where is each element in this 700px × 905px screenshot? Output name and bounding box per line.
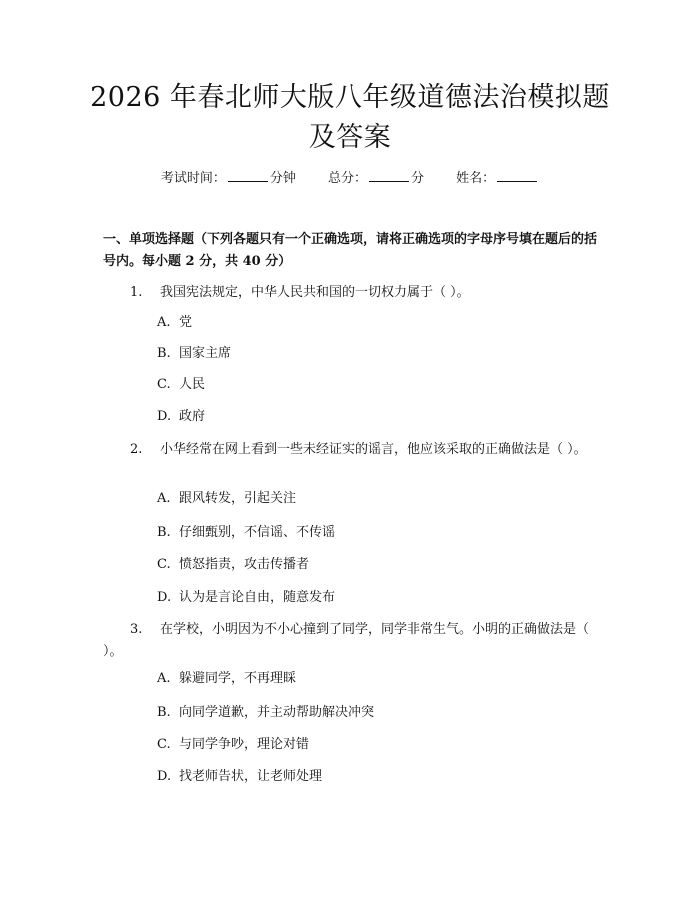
question-number: 1. <box>130 285 143 300</box>
question-text: 我国宪法规定，中华人民共和国的一切权力属于（ ）。 <box>160 285 470 300</box>
question-3 <box>103 619 603 663</box>
option-letter: A. <box>157 491 171 506</box>
exam-time-field <box>161 168 296 189</box>
question-1-option-d <box>157 407 597 427</box>
option-text: 国家主席 <box>179 346 232 361</box>
option-letter: A. <box>157 315 171 330</box>
question-number: 2. <box>130 442 143 457</box>
question-3-option-a <box>157 669 597 689</box>
question-number: 3. <box>130 622 143 637</box>
option-letter: B. <box>157 705 171 720</box>
option-letter: D. <box>157 409 172 424</box>
total-score-blank[interactable] <box>369 168 409 182</box>
exam-meta <box>0 168 700 189</box>
option-text: 政府 <box>179 409 206 424</box>
exam-time-label: 考试时间： <box>160 171 226 186</box>
question-3-option-d <box>157 767 597 787</box>
question-2-option-d <box>157 588 597 608</box>
option-text: 找老师告状，让老师处理 <box>179 769 323 784</box>
option-text: 愤怒指责，攻击传播者 <box>179 557 310 572</box>
total-score-field <box>328 168 424 189</box>
option-letter: D. <box>157 590 172 605</box>
option-letter: C. <box>157 737 171 752</box>
question-text: 小华经常在网上看到一些未经证实的谣言，他应该采取的正确做法是（ ）。 <box>160 442 587 457</box>
total-score-unit: 分 <box>411 171 425 186</box>
question-1-option-c <box>157 375 597 395</box>
option-text: 向同学道歉，并主动帮助解决冲突 <box>179 705 375 720</box>
student-name-blank[interactable] <box>497 168 537 182</box>
option-letter: A. <box>157 671 171 686</box>
student-name-label: 姓名： <box>456 171 496 186</box>
question-1-option-a <box>157 313 597 333</box>
question-text: 在学校，小明因为不小心撞到了同学，同学非常生气。小明的正确做法是（ ）。 <box>103 622 590 659</box>
question-2-option-b <box>157 523 597 543</box>
section-heading: 一、单项选择题（下列各题只有一个正确选项，请将正确选项的字母序号填在题后的括号内。每小题 2 分，共 40 分） <box>103 232 598 269</box>
option-text: 仔细甄别，不信谣、不传谣 <box>179 525 336 540</box>
student-name-field <box>456 168 539 189</box>
option-letter: B. <box>157 346 171 361</box>
option-letter: D. <box>157 769 172 784</box>
option-text: 认为是言论自由，随意发布 <box>179 590 336 605</box>
exam-time-unit: 分钟 <box>269 171 296 186</box>
option-letter: B. <box>157 525 171 540</box>
question-3-option-b <box>157 703 597 723</box>
option-text: 党 <box>179 315 193 330</box>
option-letter: C. <box>157 557 171 572</box>
question-2-option-c <box>157 555 597 575</box>
option-text: 跟风转发，引起关注 <box>179 491 297 506</box>
option-text: 躲避同学，不再理睬 <box>179 671 297 686</box>
exam-time-blank[interactable] <box>228 168 268 182</box>
option-letter: C. <box>157 377 171 392</box>
page-title: 2026 年春北师大版八年级道德法治模拟题及答案 <box>90 82 610 153</box>
question-2 <box>103 439 603 461</box>
question-1 <box>103 282 603 304</box>
question-2-option-a <box>157 489 597 509</box>
option-text: 与同学争吵，理论对错 <box>179 737 310 752</box>
option-text: 人民 <box>179 377 206 392</box>
question-3-option-c <box>157 735 597 755</box>
question-1-option-b <box>157 344 597 364</box>
total-score-label: 总分： <box>327 171 367 186</box>
